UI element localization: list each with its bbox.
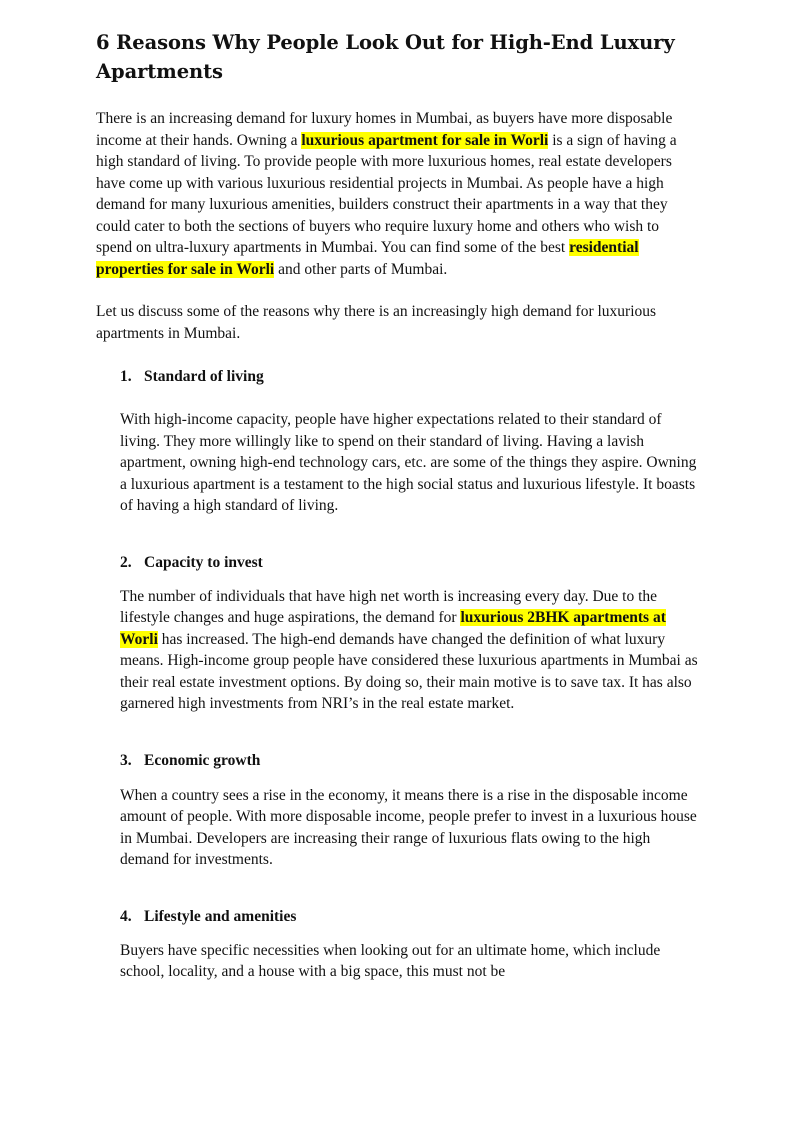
section-lifestyle-and-amenities (96, 906, 698, 983)
intro-text-a: There is an increasing demand for luxury homes in Mumbai, as buyers have more disposable income at their hands. Owning a (96, 110, 673, 149)
section-heading (120, 906, 698, 927)
intro-paragraph-2: Let us discuss some of the reasons why there is an increasingly high demand for luxurious apartments in Mumbai. (96, 303, 657, 342)
intro-paragraph-1 (96, 108, 698, 280)
section-body-text-b: has increased. The high-end demands have changed the definition of what luxury means. High-income group people have considered these luxurious apartments in Mumbai as their real estate investment options. By doing so, their main motive is to save tax. It has also garnered high investments from NRI’s in the real estate market. (120, 630, 698, 712)
section-heading-text: Capacity to invest (144, 553, 263, 571)
section-heading (120, 552, 698, 573)
highlight-link-residential-worli[interactable]: residential properties for sale in Worli (96, 239, 639, 278)
section-number: 2. (120, 553, 132, 571)
highlight-link-2bhk-worli[interactable]: luxurious 2BHK apartments at Worli (120, 609, 666, 648)
section-body: Buyers have specific necessities when looking out for an ultimate home, which include school, locality, and a house with a big space, this must not be (120, 941, 661, 980)
section-body: When a country sees a rise in the economy, it means there is a rise in the disposable income amount of people. With more disposable income, people prefer to invest in a luxurious house in Mumbai. Developers are increasing their range of luxurious flats owing to the high demand for investments. (120, 786, 697, 868)
section-capacity-to-invest (96, 552, 698, 715)
section-economic-growth (96, 750, 698, 871)
document-page (96, 28, 698, 983)
intro-text-c: and other parts of Mumbai. (274, 260, 448, 278)
section-number: 4. (120, 907, 132, 925)
section-number: 3. (120, 751, 132, 769)
section-body (120, 586, 698, 715)
section-body-text-a: The number of individuals that have high net worth is increasing every day. Due to the lifestyle changes and huge aspirations, the demand for (120, 587, 658, 626)
highlight-link-apartment-worli[interactable]: luxurious apartment for sale in Worli (301, 131, 549, 149)
section-heading-text: Economic growth (144, 751, 261, 769)
section-number: 1. (120, 368, 132, 385)
section-body: With high-income capacity, people have higher expectations related to their standard of living. They more willingly like to spend on their standard of living. Having a lavish apartment, owning high-end technology cars, etc. are some of the things they aspire. Owning a luxurious apartment is a testament to the high social status and luxurious lifestyle. It boasts of having a high standard of living. (120, 411, 697, 514)
section-standard-of-living (96, 366, 698, 517)
section-heading-text: Standard of living (144, 368, 264, 385)
section-heading (120, 750, 698, 771)
intro-text-b: is a sign of having a high standard of living. To provide people with more luxurious homes, real estate developers have come up with various luxurious residential projects in Mumbai. As people have a high demand for many luxurious amenities, builders construct their apartments in a way that they could cater to both the sections of buyers who require luxury home and others who wish to spend on ultra-luxury apartments in Mumbai. You can find some of the best (96, 131, 677, 256)
document-title: 6 Reasons Why People Look Out for High-End Luxury Apartments (96, 31, 675, 83)
section-heading (120, 366, 698, 387)
section-heading-text: Lifestyle and amenities (144, 907, 297, 925)
